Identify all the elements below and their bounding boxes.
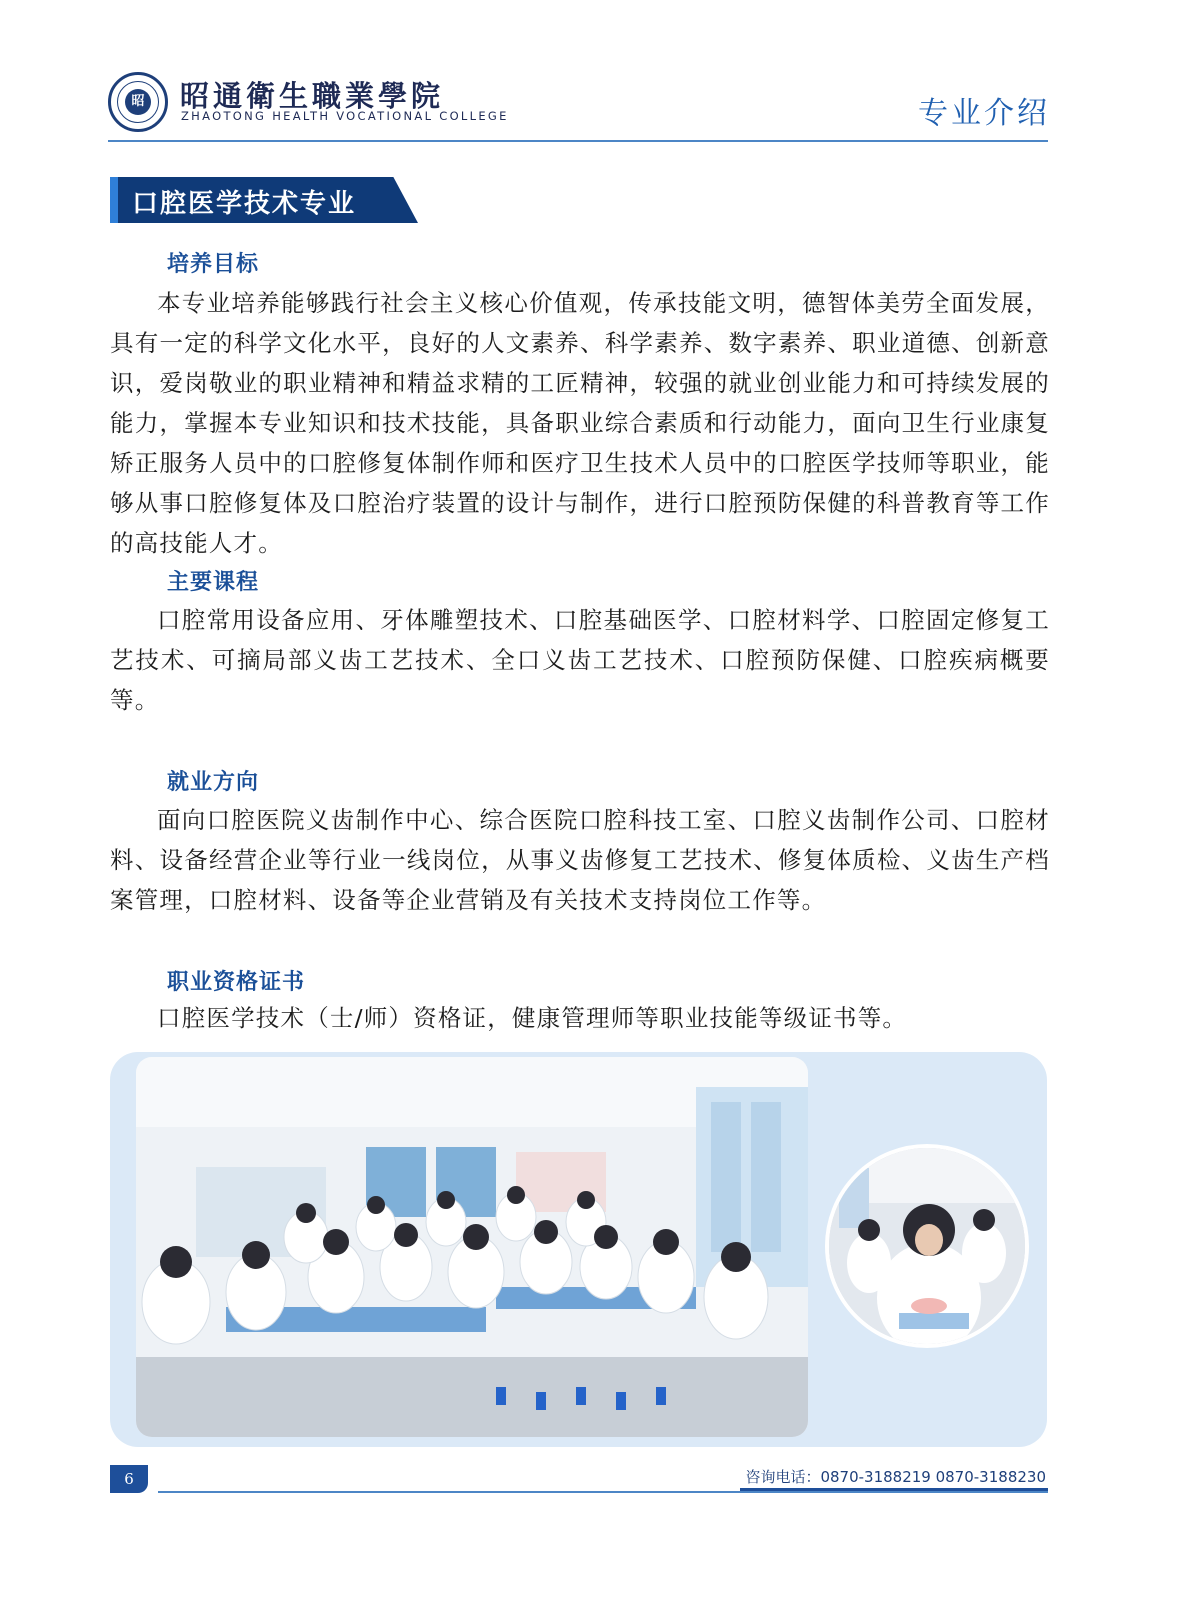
page-title: 口腔医学技术专业: [132, 189, 357, 219]
page-number: 6: [110, 1465, 148, 1493]
student-closeup-image: [829, 1148, 1025, 1344]
footer-divider: [158, 1491, 1048, 1493]
paragraph-training-goal: 本专业培养能够践行社会主义核心价值观，传承技能文明，德智体美劳全面发展，具有一定的科学文化水平，良好的人文素养、科学素养、数字素养、职业道德、创新意识，爱岗敬业的职业精神和精益求精的工匠精神，较强的就业创业能力和可持续发展的能力，掌握本专业知识和技术技能，具备职业综合素质和行动能力，面向卫生行业康复矫正服务人员中的口腔修复体制作师和医疗卫生技术人员中的口腔医学技师等职业，能够从事口腔修复体及口腔治疗装置的设计与制作，进行口腔预防保健的科普教育等工作的高技能人才。: [110, 289, 1050, 557]
college-name-cn: 昭通衛生職業學院: [180, 79, 445, 113]
classroom-photo: [136, 1057, 808, 1437]
classroom-photo-image: [136, 1057, 808, 1437]
heading-main-courses: 主要课程: [167, 570, 260, 595]
paragraph-main-courses: 口腔常用设备应用、牙体雕塑技术、口腔基础医学、口腔材料学、口腔固定修复工艺技术、可摘局部义齿工艺技术、全口义齿工艺技术、口腔预防保健、口腔疾病概要等。: [110, 606, 1050, 714]
page-header: [0, 0, 1190, 145]
contact-phone: 咨询电话：0870-3188219 0870-3188230: [745, 1468, 1046, 1486]
footer-accent-bar: [740, 1488, 1048, 1491]
header-divider: [108, 140, 1048, 142]
college-name-en: ZHAOTONG HEALTH VOCATIONAL COLLEGE: [181, 109, 509, 123]
heading-career-direction: 就业方向: [167, 770, 260, 795]
title-banner: [110, 177, 418, 223]
heading-certificates: 职业资格证书: [167, 970, 306, 995]
student-closeup-photo: [825, 1144, 1029, 1348]
heading-training-goal: 培养目标: [167, 252, 260, 277]
section-label: 专业介绍: [918, 96, 1050, 131]
paragraph-certificates: 口腔医学技术（士/师）资格证，健康管理师等职业技能等级证书等。: [157, 1004, 908, 1032]
college-seal-icon: 昭: [108, 72, 168, 132]
paragraph-career-direction: 面向口腔医院义齿制作中心、综合医院口腔科技工室、口腔义齿制作公司、口腔材料、设备经营企业等行业一线岗位，从事义齿修复工艺技术、修复体质检、义齿生产档案管理，口腔材料、设备等企业营销及有关技术支持岗位工作等。: [110, 806, 1050, 914]
